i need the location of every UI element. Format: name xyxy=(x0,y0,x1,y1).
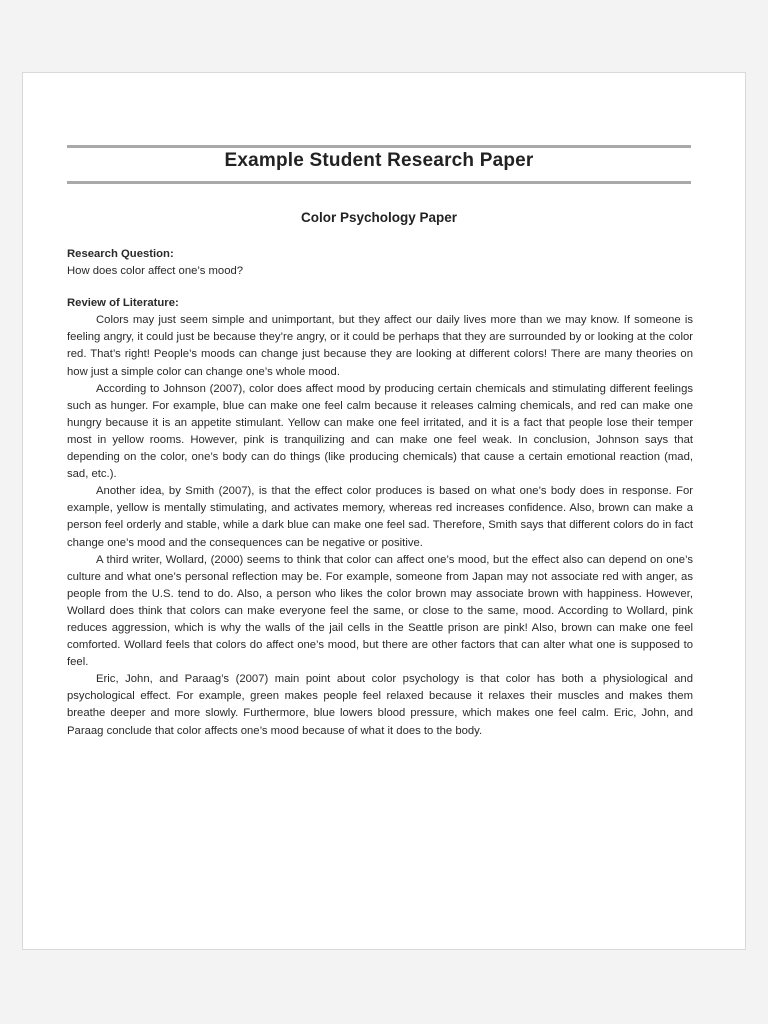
research-question-text: How does color affect one’s mood? xyxy=(67,265,244,278)
section-spacer xyxy=(67,280,693,295)
review-paragraph-3: Another idea, by Smith (2007), is that the effect color produces is based on what one’s body does in response. For example, yellow is mentally stimulating, and activates memory, whereas red increases confidence. Also, brown can make a person feel orderly and stable, while a dark blue can make one feel sad. Therefore, Smith says that different colors do in fact change one’s mood and the consequences can be negative or positive. xyxy=(67,485,693,549)
paper-body xyxy=(67,246,693,740)
page-title: Example Student Research Paper xyxy=(224,150,534,171)
review-heading: Review of Literature: xyxy=(67,297,179,310)
paper-subtitle: Color Psychology Paper xyxy=(300,210,458,225)
review-paragraph-4: A third writer, Wollard, (2000) seems to think that color can affect one’s mood, but the effect also can depend on one’s culture and what one’s personal reflection may be. For example, someone from Japan may not associate red with anger, as people from the U.S. tend to do. Also, a person who likes the color brown may associate brown with happiness. However, Wollard does think that colors can make everyone feel the same, or close to the same, mood. According to Wollard, pink reduces aggression, which is why the walls of the jail cells in the Seattle prison are pink! Also, brown can make one feel comforted. Wollard feels that colors do affect one’s mood, but there are other factors that can alter what one is supposed to feel. xyxy=(67,553,693,669)
review-paragraph-1: Colors may just seem simple and unimportant, but they affect our daily lives more than we may know. If someone is feeling angry, it could just be because they’re angry, or it could be perhaps that they are surrounded by or looking at the color red. That’s right! People’s moods can change just because they are looking at different colors! There are many theories on how just a simple color can change one’s whole mood. xyxy=(67,314,693,378)
review-paragraph-5: Eric, John, and Paraag’s (2007) main point about color psychology is that color has both a physiological and psychological effect. For example, green makes people feel relaxed because it relaxes their muscles and makes them breathe deeper and more slowly. Furthermore, blue lowers blood pressure, which makes one feel calm. Eric, John, and Paraag conclude that color affects one’s mood because of what it does to the body. xyxy=(67,673,693,737)
title-top-rule xyxy=(67,145,691,148)
title-bottom-rule xyxy=(67,181,691,184)
document-page xyxy=(22,72,746,950)
review-paragraph-2: According to Johnson (2007), color does affect mood by producing certain chemicals and stimulating different feelings such as hunger. For example, blue can make one feel calm because it releases calming chemicals, and red can make one hungry because it is an appetite stimulant. Yellow can make one feel irritated, and it is a fact that people lose their temper most in yellow rooms. However, pink is tranquilizing and can make one feel weak. In conclusion, Johnson says that depending on the color, one’s body can do things (like producing chemicals) that cause a certain emotional reaction (mad, sad, etc.). xyxy=(67,382,693,481)
research-question-heading: Research Question: xyxy=(67,248,174,260)
